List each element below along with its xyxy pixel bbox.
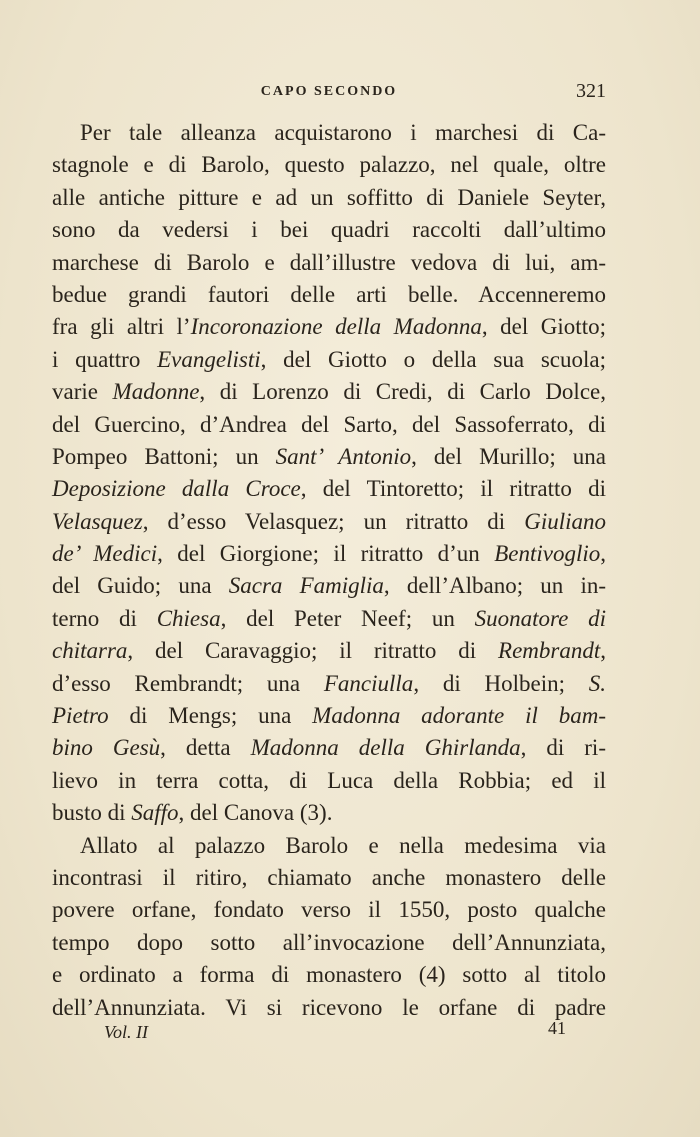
running-head <box>52 80 606 108</box>
text-line: e ordinato a forma di monastero (4) sotto al titolo <box>52 962 606 988</box>
text-line: chitarra, del Caravaggio; il ritratto di Rembrandt, <box>52 638 606 664</box>
signature-mark: 41 <box>548 1018 566 1038</box>
text-line: del Guido; una Sacra Famiglia, dell’Albano; un in- <box>52 573 606 599</box>
text-line: bino Gesù, detta Madonna della Ghirlanda, di ri- <box>52 735 606 761</box>
body-text <box>52 117 606 1024</box>
page-footer <box>52 1018 606 1048</box>
text-line: Pompeo Battoni; un Sant’ Antonio, del Murillo; una <box>52 443 606 469</box>
chapter-title: CAPO SECONDO <box>260 84 398 99</box>
text-line: sono da vedersi i bei quadri raccolti dall’ultimo <box>52 217 606 243</box>
text-line: alle antiche pitture e ad un soffitto di Daniele Seyter, <box>52 184 606 210</box>
text-line: marchese di Barolo e dall’illustre vedova di lui, am- <box>52 249 606 275</box>
page-number: 321 <box>576 80 606 102</box>
text-line: Deposizione dalla Croce, del Tintoretto; il ritratto di <box>52 476 607 502</box>
text-line: Allato al palazzo Barolo e nella medesima via <box>80 832 606 858</box>
volume-label: Vol. II <box>104 1022 148 1042</box>
text-line: busto di Saffo, del Canova (3). <box>52 800 333 826</box>
text-line: incontrasi il ritiro, chiamato anche monastero delle <box>52 864 606 890</box>
text-line: fra gli altri l’Incoronazione della Madonna, del Giotto; <box>52 314 606 340</box>
text-line: Velasquez, d’esso Velasquez; un ritratto di Giuliano <box>52 508 606 534</box>
text-line: terno di Chiesa, del Peter Neef; un Suonatore di <box>52 605 606 631</box>
text-line: i quattro Evangelisti, del Giotto o della sua scuola; <box>52 346 606 372</box>
text-line: d’esso Rembrandt; una Fanciulla, di Holbein; S. <box>52 670 606 696</box>
text-line: Per tale alleanza acquistarono i marchesi di Ca- <box>80 120 606 145</box>
text-line: bedue grandi fautori delle arti belle. Accenneremo <box>52 281 606 307</box>
text-line: dell’Annunziata. Vi si ricevono le orfane di padre <box>52 994 606 1020</box>
text-line: lievo in terra cotta, di Luca della Robbia; ed il <box>52 767 606 793</box>
text-line: de’ Medici, del Giorgione; il ritratto d’un Bentivoglio, <box>52 541 606 567</box>
text-line: tempo dopo sotto all’invocazione dell’Annunziata, <box>52 929 606 955</box>
text-line: Pietro di Mengs; una Madonna adorante il bam- <box>52 703 606 729</box>
text-line: varie Madonne, di Lorenzo di Credi, di Carlo Dolce, <box>52 379 606 405</box>
text-line: stagnole e di Barolo, questo palazzo, nel quale, oltre <box>52 152 606 178</box>
text-line: del Guercino, d’Andrea del Sarto, del Sassoferrato, di <box>52 411 606 437</box>
text-line: povere orfane, fondato verso il 1550, posto qualche <box>52 897 606 923</box>
